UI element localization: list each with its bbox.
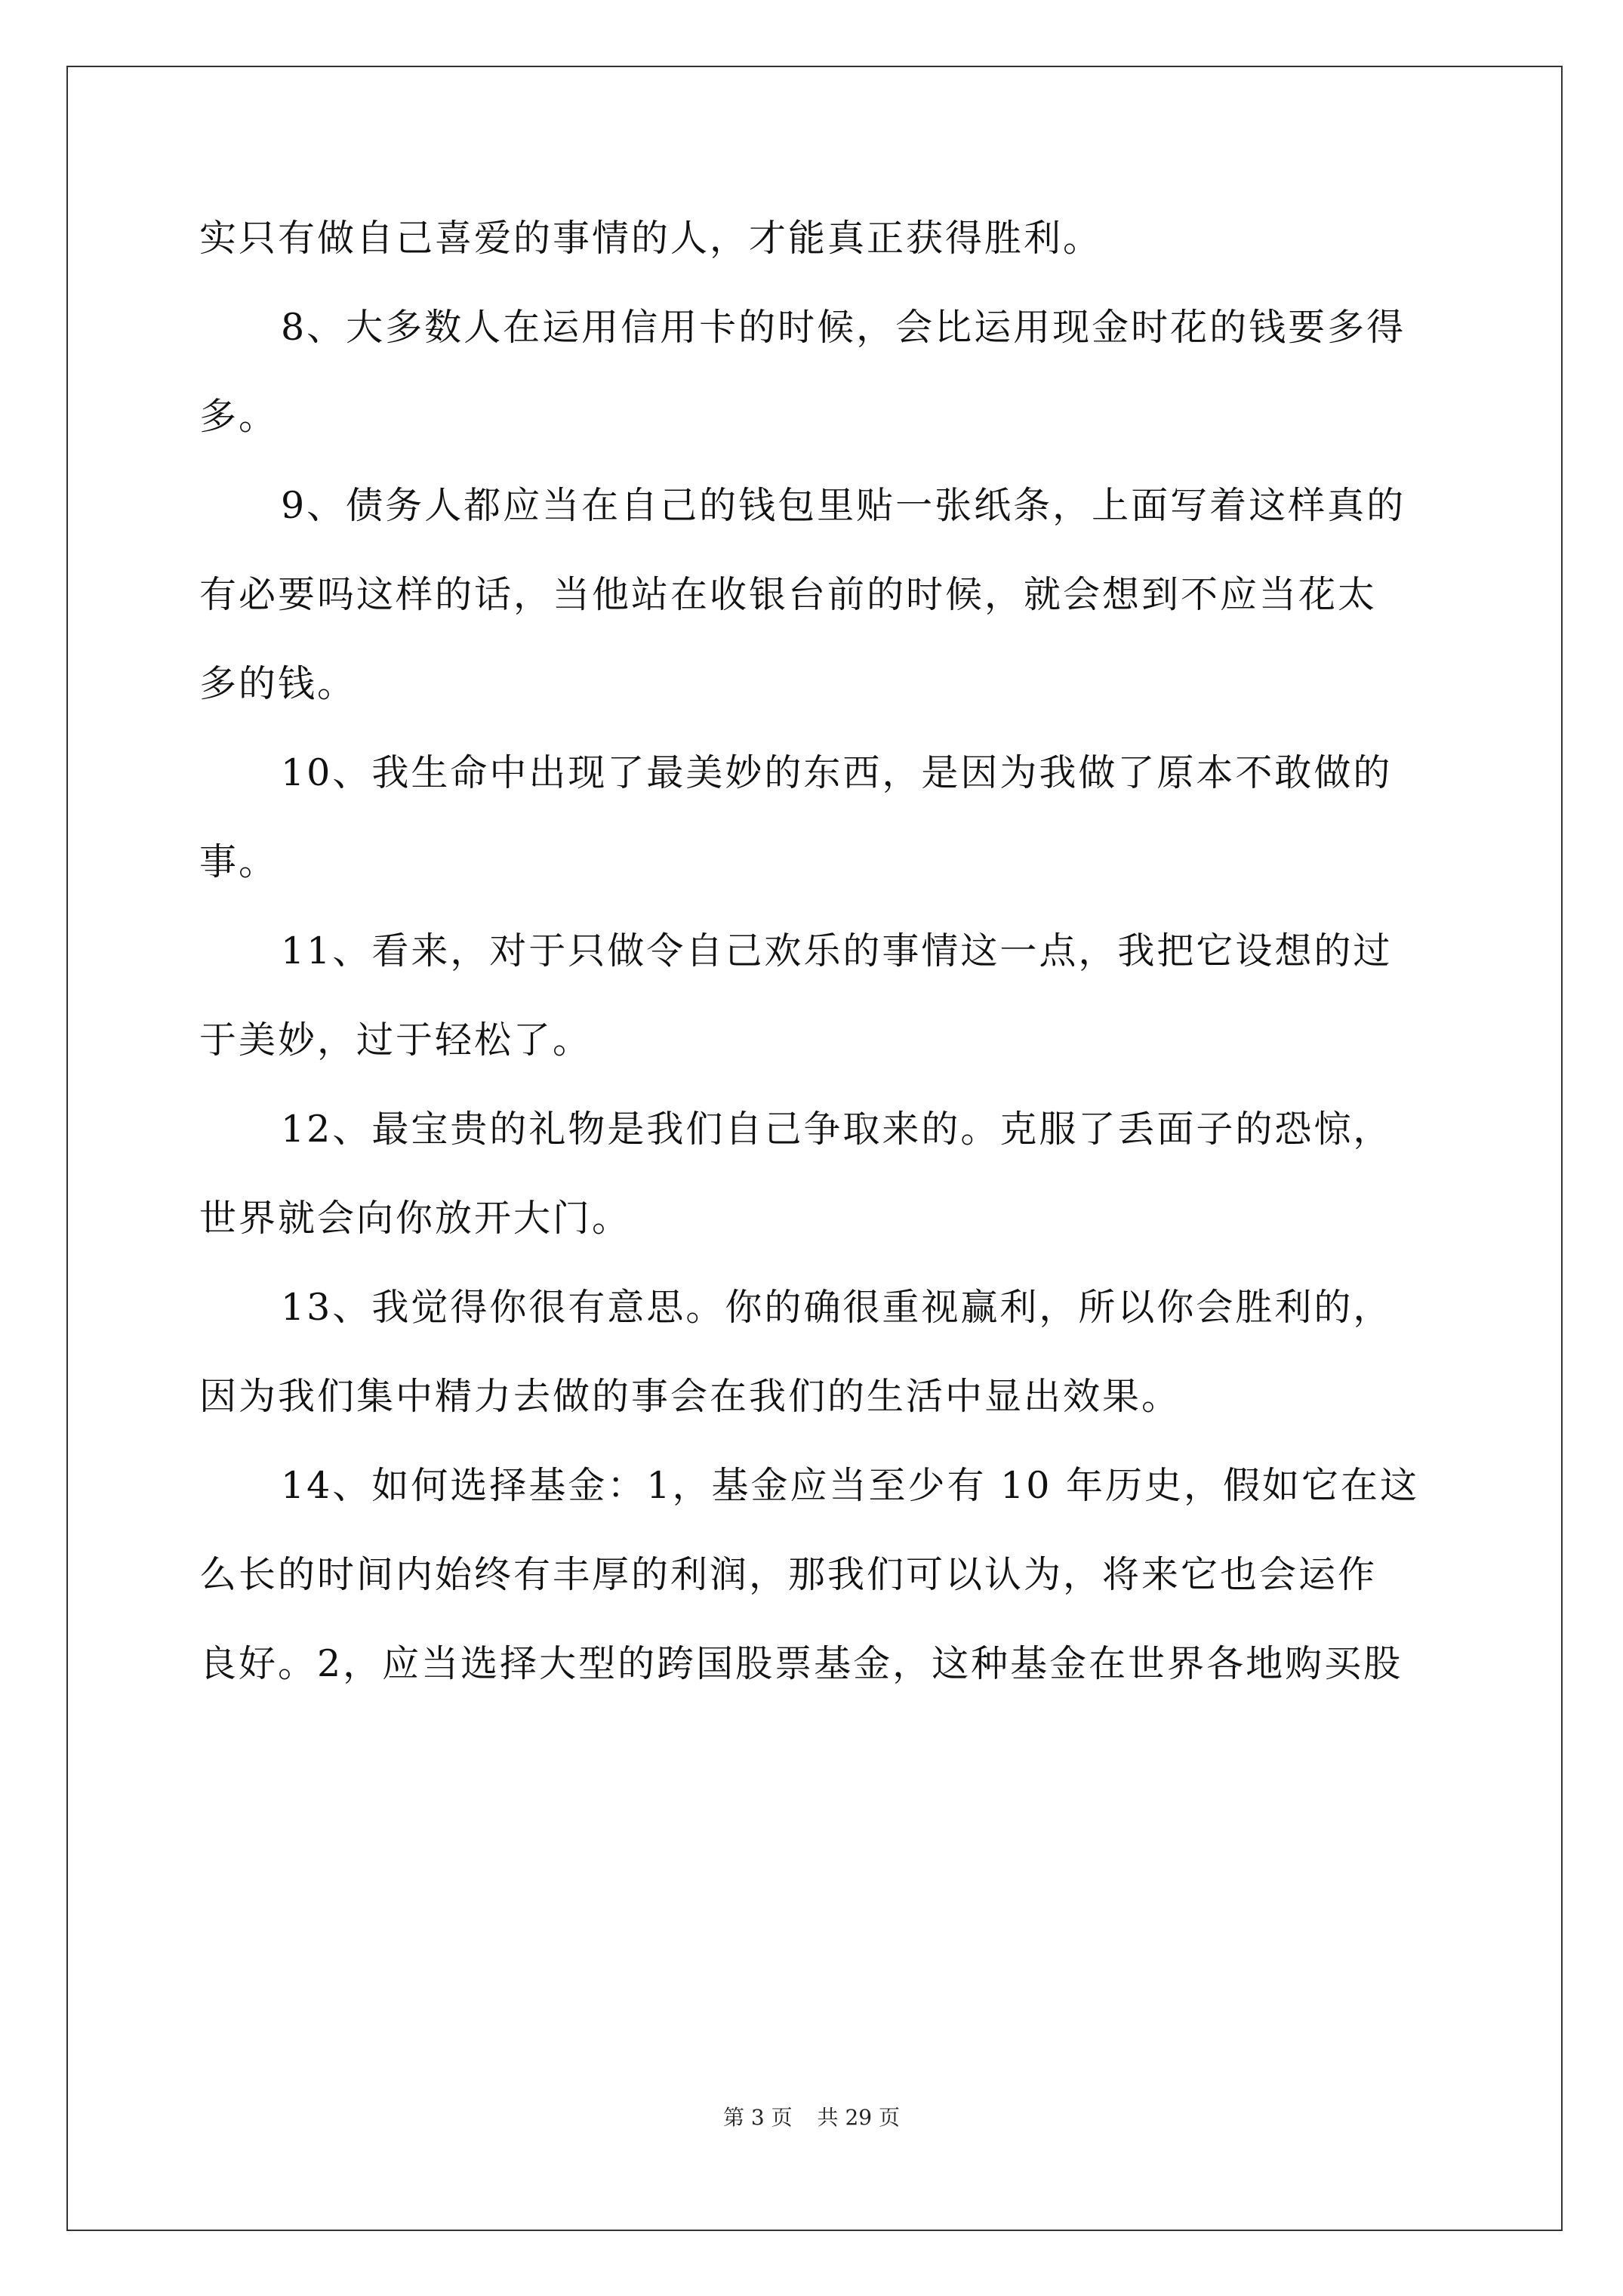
text-line: 良好。2，应当选择大型的跨国股票基金，这种基金在世界各地购买股 — [199, 1642, 1403, 1685]
text-line: 9、债务人都应当在自己的钱包里贴一张纸条，上面写着这样真的 — [281, 484, 1406, 527]
page-number: 第 3 页 — [723, 2105, 793, 2130]
text-line: 世界就会向你放开大门。 — [199, 1197, 632, 1240]
text-line: 么长的时间内始终有丰厚的利润，那我们可以认为，将来它也会运作 — [199, 1553, 1378, 1596]
text-line: 多。 — [199, 395, 279, 438]
text-line: 多的钱。 — [199, 662, 357, 705]
text-line: 10、我生命中出现了最美妙的东西，是因为我做了原本不敢做的 — [281, 751, 1393, 794]
text-line: 事。 — [199, 840, 279, 883]
text-line: 于美妙，过于轻松了。 — [199, 1019, 593, 1062]
text-line: 有必要吗这样的话，当他站在收银台前的时候，就会想到不应当花太 — [199, 573, 1378, 616]
text-line: 因为我们集中精力去做的事会在我们的生活中显出效果。 — [199, 1375, 1181, 1418]
text-line: 12、最宝贵的礼物是我们自己争取来的。克服了丢面子的恐惊， — [281, 1108, 1393, 1151]
text-line: 8、大多数人在运用信用卡的时候，会比运用现金时花的钱要多得 — [281, 306, 1406, 349]
text-line: 14、如何选择基金：1，基金应当至少有 10 年历史，假如它在这 — [281, 1464, 1420, 1507]
page-footer — [0, 2101, 1623, 2131]
document-body — [199, 216, 1437, 1730]
text-line: 实只有做自己喜爱的事情的人，才能真正获得胜利。 — [199, 217, 1103, 260]
text-line: 13、我觉得你很有意思。你的确很重视赢利，所以你会胜利的， — [281, 1286, 1393, 1329]
page-total: 共 29 页 — [817, 2105, 900, 2130]
text-line: 11、看来，对于只做令自己欢乐的事情这一点，我把它设想的过 — [281, 929, 1393, 972]
